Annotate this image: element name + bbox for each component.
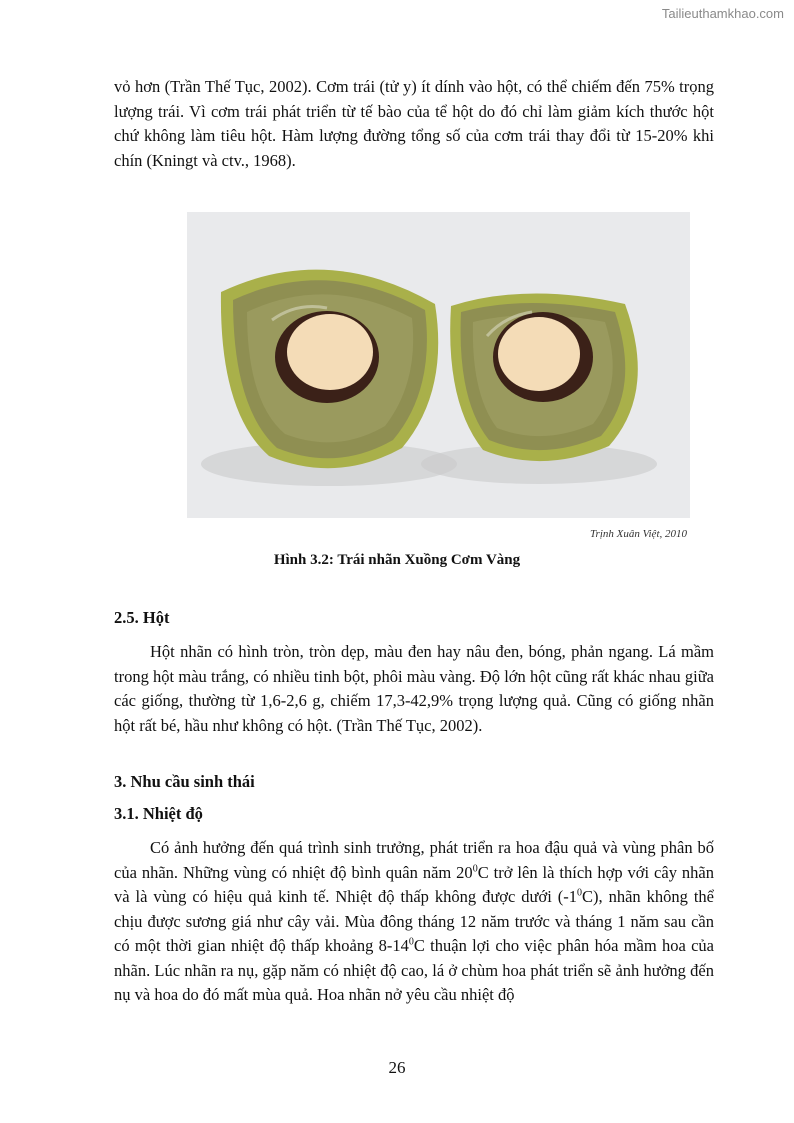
seed-paragraph: Hột nhãn có hình tròn, tròn dẹp, màu đen hay nâu đen, bóng, phản ngang. Lá mầm trong hột màu trắng, có nhiều tinh bột, phôi màu vàng. Độ lớn hột cũng rất khác nhau giữa các giống, thường từ 1,6-2,6 g, chiếm 17,3-42,9% trọng lượng quả. Cũng có giống nhãn hột rất bé, hầu như không có hột. (Trần Thế Tục, 2002). (114, 642, 714, 735)
right-seed-core (498, 317, 580, 391)
temperature-text-3: C), nhãn không thể chịu được sương giá như cây vải. Mùa đông tháng 12 năm trước và tháng 1 năm sau cần có một thời gian nhiệt độ thấp khoảng 8-14 (114, 887, 715, 955)
page-number: 26 (388, 1058, 406, 1077)
section-heading-ecology: 3. Nhu cầu sinh thái (114, 772, 255, 791)
degree-superscript: 0 (472, 863, 478, 874)
temperature-text-2: C trở lên là thích hợp với cây nhãn và là vùng có hiệu quả kinh tế. Nhiệt độ thấp không được dưới (-1 (114, 862, 714, 906)
section-heading-seed: 2.5. Hột (114, 608, 170, 627)
longan-photo (187, 212, 690, 518)
left-fruit-half (221, 270, 438, 469)
section-heading-temperature: 3.1. Nhiệt độ (114, 804, 203, 823)
degree-superscript: 0 (577, 887, 582, 899)
left-seed-core (287, 314, 373, 390)
intro-paragraph: vỏ hơn (Trần Thế Tục, 2002). Cơm trái (tử y) ít dính vào hột, có thể chiếm đến 75% trọng lượng trái. Vì cơm trái phát triển từ tế bào của tể hột do đó chỉ làm giảm kích thước hột chứ không làm tiêu hột. Hàm lượng đường tổng số của cơm trái thay đổi từ 15-20% khi chín (Kningt và ctv., 1968). (114, 77, 714, 170)
temperature-paragraph (114, 836, 714, 1008)
temperature-text-4: C thuận lợi cho việc phân hóa mầm hoa của nhãn. Lúc nhãn ra nụ, gặp năm có nhiệt độ cao, lá ở chùm hoa phát triển sẽ ảnh hưởng đến nụ và hoa do đó mất mùa quả. Hoa nhãn nở yêu cầu nhiệt độ (114, 936, 714, 1004)
right-fruit-half (450, 293, 638, 461)
temperature-text-1: Có ảnh hưởng đến quá trình sinh trưởng, phát triển ra hoa đậu quả và vùng phân bố của nhãn. Những vùng có nhiệt độ bình quân năm 20 (114, 838, 714, 882)
watermark-text: Tailieuthamkhao.com (661, 6, 784, 21)
figure-credit: Trịnh Xuân Việt, 2010 (590, 528, 687, 540)
degree-superscript: 0 (408, 936, 414, 948)
figure-caption: Hình 3.2: Trái nhãn Xuồng Cơm Vàng (273, 552, 521, 568)
